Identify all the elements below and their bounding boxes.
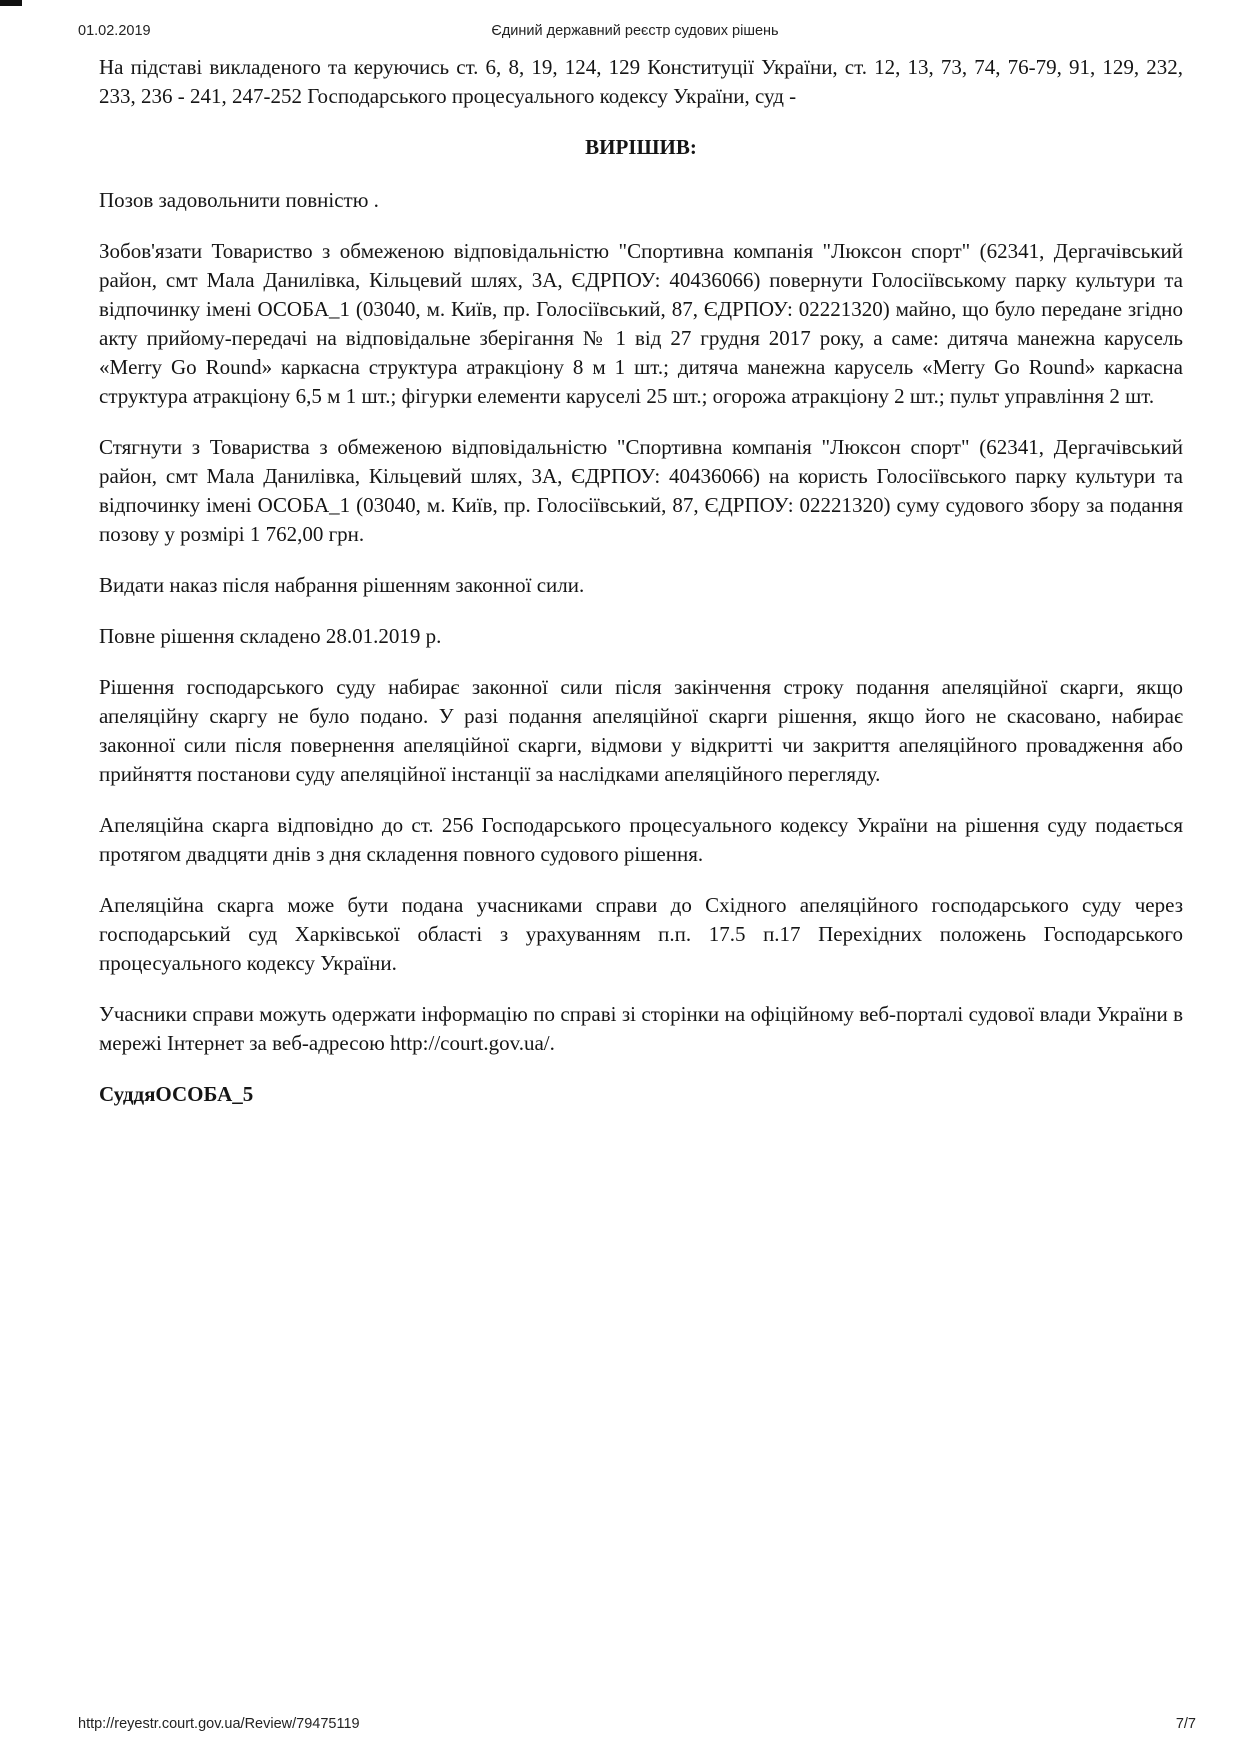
ruling-return-property: Зобов'язати Товариство з обмеженою відповідальністю "Спортивна компанія "Люксон спорт" (62341, Дергачівський район, смт Мала Данилівка, Кільцевий шлях, 3А, ЄДРПОУ: 40436066) повернути Голосіївському парку культури та відпочинку імені ОСОБА_1 (03040, м. Київ, пр. Голосіївський, 87, ЄДРПОУ: 02221320) майно, що було передане згідно акту прийому-передачі на відповідальне зберігання № 1 від 27 грудня 2017 року, а саме: дитяча манежна карусель «Merry Go Round» каркасна структура атракціону 8 м 1 шт.; дитяча манежна карусель «Merry Go Round» каркасна структура атракціону 6,5 м 1 шт.; фігурки елементи каруселі 25 шт.; огорожа атракціону 2 шт.; пульт управління 2 шт. <box>99 239 1183 408</box>
ruling-appeal-venue: Апеляційна скарга може бути подана учасниками справи до Східного апеляційного господарського суду через господарський суд Харківської області з урахуванням п.п. 17.5 п.17 Перехідних положень Господарського процесуального кодексу України. <box>99 893 1183 975</box>
ruling-appeal-term: Апеляційна скарга відповідно до ст. 256 Господарського процесуального кодексу України на рішення суду подається протягом двадцяти днів з дня складення повного судового рішення. <box>99 813 1183 866</box>
decision-heading: ВИРІШИВ: <box>585 135 697 159</box>
legal-basis-paragraph: На підставі викладеного та керуючись ст. 6, 8, 19, 124, 129 Конституції України, ст. 12, 13, 73, 74, 76-79, 91, 129, 232, 233, 236 - 241, 247-252 Господарського процесуального кодексу України, суд - <box>99 55 1183 108</box>
source-url-link[interactable]: http://reyestr.court.gov.ua/Review/79475119 <box>78 1716 360 1732</box>
print-date: 01.02.2019 <box>78 23 151 39</box>
ruling-issue-order: Видати наказ після набрання рішенням законної сили. <box>99 573 585 597</box>
ruling-court-fee: Стягнути з Товариства з обмеженою відповідальністю "Спортивна компанія "Люксон спорт" (62341, Дергачівський район, смт Мала Данилівка, Кільцевий шлях, 3А, ЄДРПОУ: 40436066) на користь Голосіївського парку культури та відпочинку імені ОСОБА_1 (03040, м. Київ, пр. Голосіївський, 87, ЄДРПОУ: 02221320) суму судового збору за подання позову у розмірі 1 762,00 грн. <box>99 435 1183 546</box>
registry-title: Єдиний державний реєстр судових рішень <box>491 23 779 39</box>
ruling-full-decision-date: Повне рішення складено 28.01.2019 р. <box>99 624 442 648</box>
ruling-entry-into-force: Рішення господарського суду набирає законної сили після закінчення строку подання апеляційної скарги, якщо апеляційну скаргу не було подано. У разі подання апеляційної скарги рішення, якщо його не скасовано, набирає законної сили після повернення апеляційної скарги, відмови у відкритті чи закриття апеляційного провадження або прийняття постанови суду апеляційної інстанції за наслідками апеляційного перегляду. <box>99 675 1183 786</box>
ruling-claim-satisfied: Позов задовольнити повністю . <box>99 188 379 212</box>
print-header <box>78 23 1162 45</box>
page-number: 7/7 <box>1175 1716 1196 1732</box>
judge-signature: СуддяОСОБА_5 <box>99 1082 254 1106</box>
ruling-case-information: Учасники справи можуть одержати інформацію по справі зі сторінки на офіційному веб-порталі судової влади України в мережі Інтернет за веб-адресою http://court.gov.ua/. <box>99 1002 1183 1055</box>
print-footer <box>78 1716 1196 1736</box>
scan-corner-mark <box>0 0 22 6</box>
decision-document <box>99 53 1183 1131</box>
